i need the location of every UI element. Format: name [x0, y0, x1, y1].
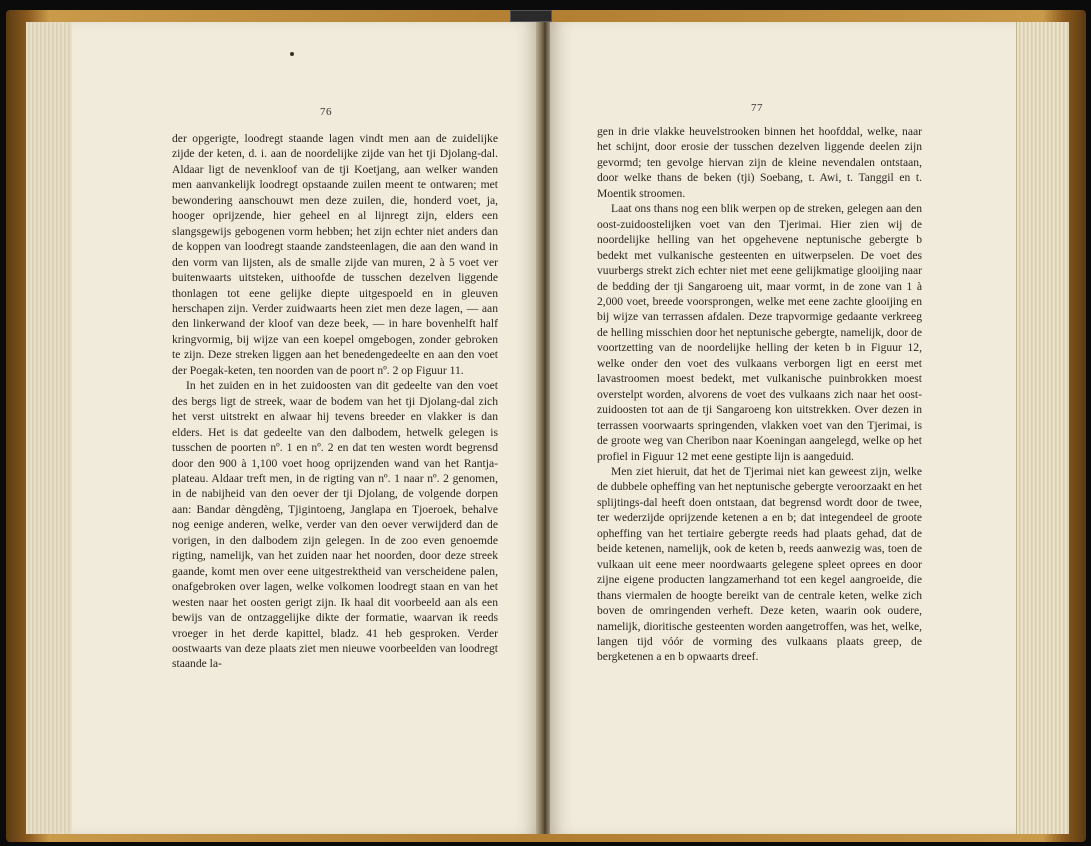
left-paragraph-2: In het zuiden en in het zuidoosten van dit gedeelte van den voet des bergs ligt de streek, waar de bodem van het tji Djolang-dal zich het verst uitstrekt en alwaar hij tevens breeder en vlakker is dan elders. Het is dat gedeelte van den dalbodem, hetwelk gelegen is tusschen de poorten nº. 1 en nº. 2 en dat ten westen wordt begrensd door den 900 à 1,100 voet hoog oprijzenden wand van het Rantja-plateau. Aldaar treft men, in de rigting van nº. 1 naar nº. 2 genomen, in de nabijheid van den oever der tji Djolang, de volgende dorpen aan: Bandar dèngdèng, Tjigintoeng, Janglapa en Tjoeroek, behalve nog eenige anderen, welke, verder van den oever verwijderd dan de vorigen, in den dalbodem zijn gelegen. In de zoo even genoemde rigting, namelijk, van het zuiden naar het noorden, door deze streek gaande, komt men over eene uitgestrektheid van verscheidene palen, onafgebroken over lagen, welke volkomen loodregt staan en van het westen naar het oosten gerigt zijn. Ik haal dit voorbeeld aan als een bewijs van de ontzaggelijke dikte der formatie, waarvan ik reeds vroeger in het derde kapittel, bladz. 41 heb gesproken. Verder oostwaarts van deze plaats ziet men nieuwe voorbeelden van loodregt staande la-	[172, 379, 498, 671]
right-paragraph-3: Men ziet hieruit, dat het de Tjerimai niet kan geweest zijn, welke de dubbele opheffing van het neptunische gebergte veroorzaakt en het splijtings-dal heeft doen ontstaan, dat begrensd wordt door de twee, ter wederzijde oprijzende ketenen a en b; dat integendeel de groote opheffing van het tertiaire gebergte reeds had plaats gehad, dat de beide ketenen, namelijk, ook de keten b, reeds aanwezig was, toen de vulkaan uit eene meer noordwaarts gelegene spleet oprees en door zijne eigene producten langzamerhand tot een kegel aangroeide, die thans viermalen de hoogte bereikt van de centrale keten, welke zich boven de omringenden verheft. Deze keten, waarin ook oudere, namelijk, dioritische gesteenten worden aangetroffen, was het, welke, langen tijd vóór de vorming des vulkaans plaats greep, de bergketenen a en b opwaarts dreef.	[597, 464, 922, 664]
right-page	[550, 22, 1016, 834]
right-page-body	[597, 124, 922, 665]
left-page-body	[172, 131, 498, 672]
right-paragraph-2: Laat ons thans nog een blik werpen op de streken, gelegen aan den oost-zuidoostelijken voet van den Tjerimai. Hier zien wij de noordelijke helling van het opgehevene neptunische gebergte b bedekt met vulkanische gesteenten en uitwerpselen. De voet des vuurbergs strekt zich echter niet met eene gelijkmatige glooijing naar de bedding der tji Sangaroeng uit, maar vormt, in de zone van 1 à 2,000 voet, breede voorsprongen, welke met eene zachte glooijing en bij wijze van terrassen afdalen. Deze trapvormige gedaante verkreeg de helling misschien door het neptunische gebergte, namelijk, door de voortzetting van de noordelijke helling der keten b in Figuur 12, welke onder den voet des vulkaans verborgen ligt en eerst met lavastroomen moest bedekt, met vulkanische puinbrokken moest overstelpt worden, alvorens de voet des vulkaans zich naar het oost-zuidoosten tot aan de tji Sangaroeng kon uitstrekken. Over dezen in terrassen voorwaarts springenden, vlakken voet van den Tjerimai, is de groote weg van Cheribon naar Koeningan aangelegd, welke op het profiel in Figuur 12 met eene gestipte lijn is aangeduid.	[597, 202, 922, 463]
left-page-edges	[26, 22, 73, 834]
left-page	[72, 22, 538, 834]
left-page-number: 76	[320, 106, 332, 118]
right-paragraph-1: gen in drie vlakke heuvelstrooken binnen het hoofddal, welke, naar het schijnt, door erosie der tusschen dezelven liggende deelen zijn gevormd; ten gevolge hiervan zijn de kleine nevendalen ontstaan, door welke thans de beken (tji) Soebang, t. Awi, t. Tanggil en t. Moentik stroomen.	[597, 125, 922, 200]
ink-speck	[290, 52, 294, 56]
ribbon-bookmark	[510, 10, 552, 22]
right-page-number: 77	[751, 102, 763, 114]
right-page-edges	[1016, 22, 1069, 834]
left-paragraph-1: der opgerigte, loodregt staande lagen vindt men aan de zuidelijke zijde der keten, d. i. aan de noordelijke zijde van het tji Djolang-dal. Aldaar ligt de nevenkloof van de tji Koetjang, aan welker wanden men aanvankelijk loodregt opstaande zuilen meent te ontwaren; met bewondering aanschouwt men deze zuilen, die, honderd voet, ja, hooger oprijzende, hier geheel en al lijnregt zijn, elders een slangsgewijs gebogenen vorm hebben; het zijn echter niet anders dan de koppen van loodregt staande zandsteenlagen, die aan den wand in den vorm van lijsten, als de smalle zijde van muren, 2 à 5 voet ver buitenwaarts uitsteken, uithoofde de tusschen dezelven liggende thonlagen tot eene gelijke diepte uitgespoeld en in gleuven herschapen zijn. Verder zuidwaarts heen ziet men deze lagen, — aan den linkerwand der kloof van deze beek, — in hare bovenhelft half kringvormig, bij wijze van een koepel omgebogen, zonder gebroken te zijn. Deze streken liggen aan het benedengedeelte en aan den voet der Poegak-keten, ten noorden van de poort nº. 2 op Figuur 11.	[172, 132, 498, 377]
